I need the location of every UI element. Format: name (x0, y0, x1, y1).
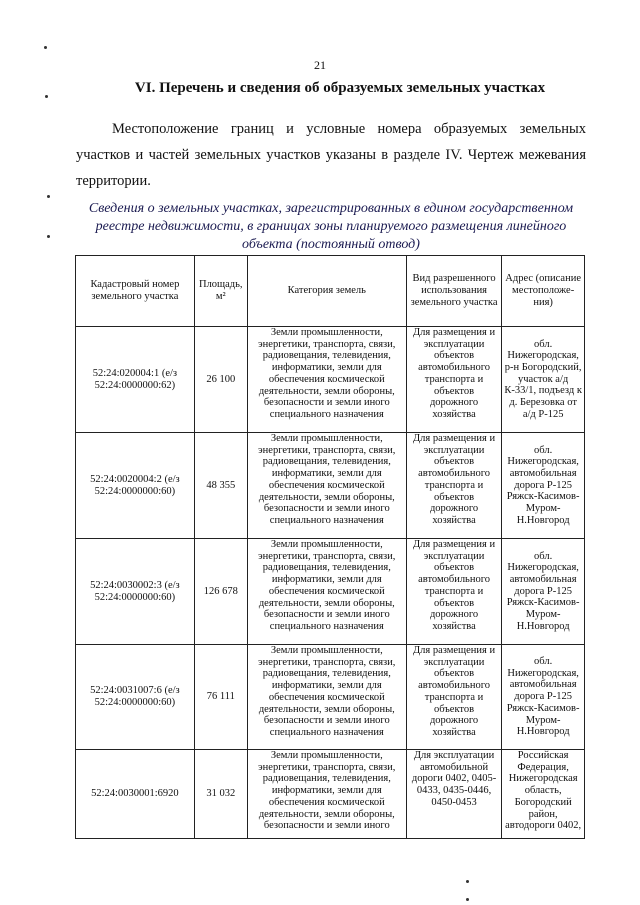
land-plots-table (75, 255, 585, 839)
header-address: Адрес (описание местоположе-ния) (502, 256, 585, 327)
cell-cadastral: 52:24:020004:1 (е/з 52:24:0000000:62) (76, 327, 195, 433)
cell-area: 26 100 (194, 327, 247, 433)
scan-dot (466, 880, 469, 883)
table-row (76, 645, 585, 750)
section-heading: VI. Перечень и сведения об образуемых земельных участках (134, 80, 546, 96)
table-row (76, 539, 585, 645)
cell-address: обл. Нижегородская, автомобильная дорога Р-125 Ряжск-Касимов-Муром-Н.Новгород (502, 539, 585, 645)
cell-use: Для размещения и эксплуатации объектов автомобильного транспорта и объектов дорожного хозяйства (406, 327, 501, 433)
cell-address: обл. Нижегородская, автомобильная дорога Р-125 Ряжск-Касимов-Муром-Н.Новгород (502, 645, 585, 750)
header-category: Категория земель (247, 256, 406, 327)
cell-area: 31 032 (194, 750, 247, 839)
cell-cadastral: 52:24:0030001:6920 (76, 750, 195, 839)
scan-dot (45, 95, 48, 98)
table-row (76, 750, 585, 839)
scan-dot (44, 46, 47, 49)
cell-cadastral: 52:24:0031007:6 (е/з 52:24:0000000:60) (76, 645, 195, 750)
cell-use: Для эксплуатации автомобильной дороги 0402, 0405-0433, 0435-0446, 0450-0453 (406, 750, 501, 839)
cell-cadastral: 52:24:0020004:2 (е/з 52:24:0000000:60) (76, 433, 195, 539)
cell-area: 48 355 (194, 433, 247, 539)
page-number: 21 (314, 58, 326, 72)
header-use: Вид разрешенного использования земельного участка (406, 256, 501, 327)
cell-category: Земли промышленности, энергетики, транспорта, связи, радиовещания, телевидения, информатики, земли для обеспечения космической деятельности, земли обороны, безопасности и земли иного специального назначения (247, 433, 406, 539)
cell-use: Для размещения и эксплуатации объектов автомобильного транспорта и объектов дорожного хозяйства (406, 645, 501, 750)
cell-cadastral: 52:24:0030002:3 (е/з 52:24:0000000:60) (76, 539, 195, 645)
cell-category: Земли промышленности, энергетики, транспорта, связи, радиовещания, телевидения, информатики, земли для обеспечения космической деятельности, земли обороны, безопасности и земли иного (247, 750, 406, 839)
table-caption: Сведения о земельных участках, зарегистрированных в едином государственном реестре недвижимости, в границах зоны планируемого размещения линейного объекта (постоянный отвод) (88, 201, 574, 252)
table-row (76, 327, 585, 433)
cell-address: Российская Федерация, Нижегородская область, Богородский район, автодороги 0402, (502, 750, 585, 839)
cell-category: Земли промышленности, энергетики, транспорта, связи, радиовещания, телевидения, информатики, земли для обеспечения космической деятельности, земли обороны, безопасности и земли иного специального назначения (247, 539, 406, 645)
cell-category: Земли промышленности, энергетики, транспорта, связи, радиовещания, телевидения, информатики, земли для обеспечения космической деятельности, земли обороны, безопасности и земли иного специального назначения (247, 327, 406, 433)
scan-dot (47, 195, 50, 198)
table-row (76, 433, 585, 539)
intro-paragraph-text: Местоположение границ и условные номера образуемых земельных участков и частей земельных участков указаны в разделе IV. Чертеж межевания территории. (76, 121, 586, 189)
cell-category: Земли промышленности, энергетики, транспорта, связи, радиовещания, телевидения, информатики, земли для обеспечения космической деятельности, земли обороны, безопасности и земли иного специального назначения (247, 645, 406, 750)
cell-area: 126 678 (194, 539, 247, 645)
scan-dot (466, 898, 469, 901)
cell-use: Для размещения и эксплуатации объектов автомобильного транспорта и объектов дорожного хозяйства (406, 433, 501, 539)
header-area: Площадь, м² (194, 256, 247, 327)
cell-address: обл. Нижегородская, автомобильная дорога Р-125 Ряжск-Касимов-Муром-Н.Новгород (502, 433, 585, 539)
table-header-row (76, 256, 585, 327)
cell-use: Для размещения и эксплуатации объектов автомобильного транспорта и объектов дорожного хозяйства (406, 539, 501, 645)
scan-dot (47, 235, 50, 238)
cell-address: обл. Нижегородская, р-н Богородский, участок а/д К-33/1, подъезд к д. Березовка от а/д Р-125 (502, 327, 585, 433)
intro-paragraph (76, 116, 586, 194)
header-cadastral: Кадастровый номер земельного участка (76, 256, 195, 327)
cell-area: 76 111 (194, 645, 247, 750)
